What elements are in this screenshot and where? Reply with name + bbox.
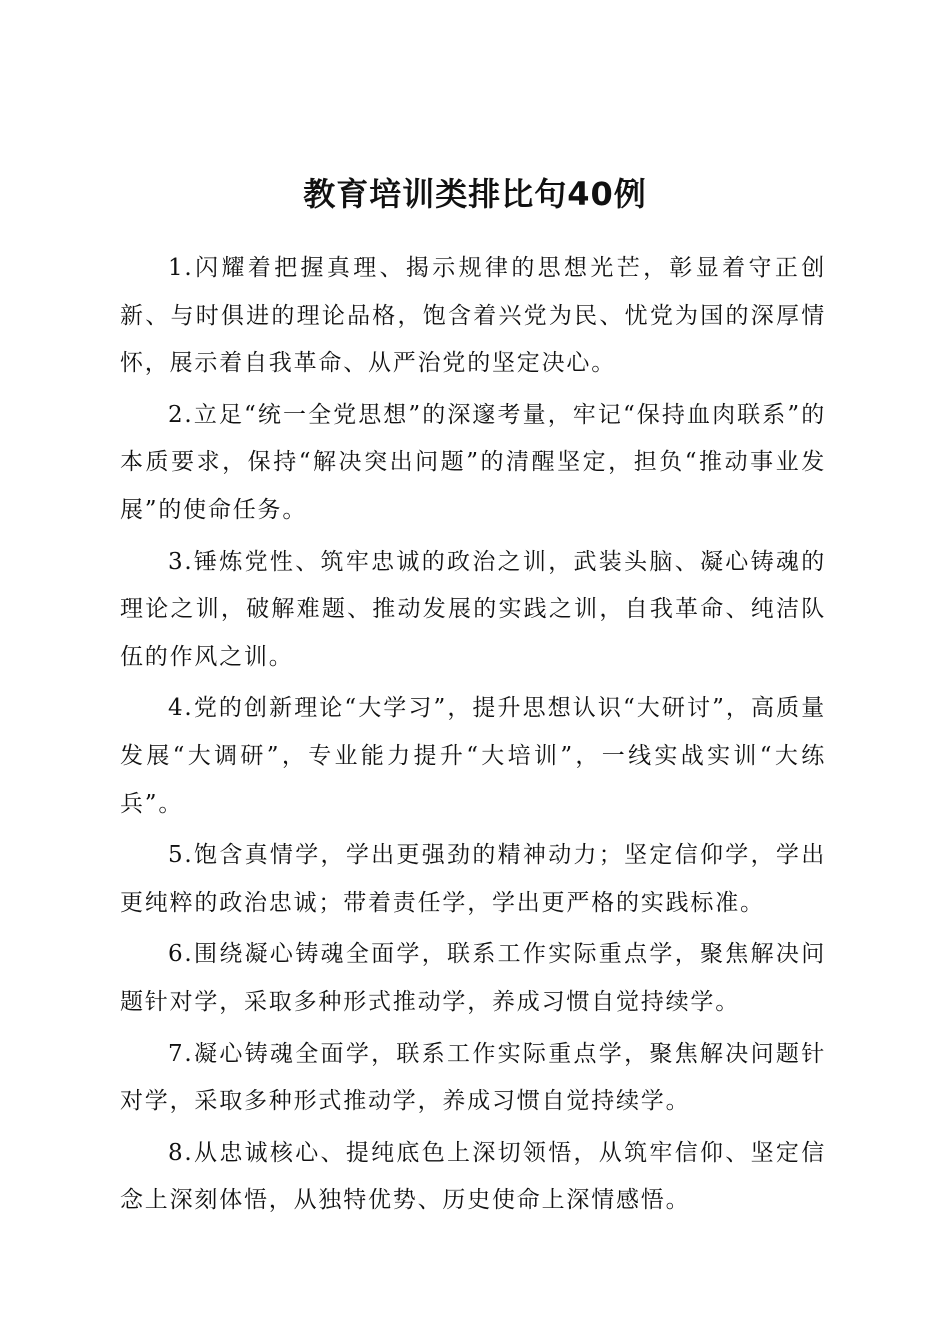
document-body	[120, 245, 826, 1229]
paragraph-2: 2.立足“统一全党思想”的深邃考量，牢记“保持血肉联系”的本质要求，保持“解决突出问题”的清醒坚定，担负“推动事业发展”的使命任务。	[120, 401, 826, 523]
paragraph-8: 8.从忠诚核心、提纯底色上深切领悟，从筑牢信仰、坚定信念上深刻体悟，从独特优势、历史使命上深情感悟。	[120, 1139, 826, 1214]
paragraph-5: 5.饱含真情学，学出更强劲的精神动力；坚定信仰学，学出更纯粹的政治忠诚；带着责任学，学出更严格的实践标准。	[120, 842, 826, 916]
paragraph-3: 3.锤炼党性、筑牢忠诚的政治之训，武装头脑、凝心铸魂的理论之训，破解难题、推动发展的实践之训，自我革命、纯洁队伍的作风之训。	[120, 548, 826, 670]
paragraph-7: 7.凝心铸魂全面学，联系工作实际重点学，聚焦解决问题针对学，采取多种形式推动学，养成习惯自觉持续学。	[120, 1040, 826, 1115]
paragraph-4: 4.党的创新理论“大学习”，提升思想认识“大研讨”，高质量发展“大调研”，专业能力提升“大培训”，一线实战实训“大练兵”。	[120, 695, 826, 817]
document-title: 教育培训类排比句40例	[303, 175, 647, 213]
paragraph-6: 6.围绕凝心铸魂全面学，联系工作实际重点学，聚焦解决问题针对学，采取多种形式推动学，养成习惯自觉持续学。	[120, 941, 826, 1015]
paragraph-1: 1.闪耀着把握真理、揭示规律的思想光芒，彰显着守正创新、与时俱进的理论品格，饱含着兴党为民、忧党为国的深厚情怀，展示着自我革命、从严治党的坚定决心。	[120, 255, 826, 377]
